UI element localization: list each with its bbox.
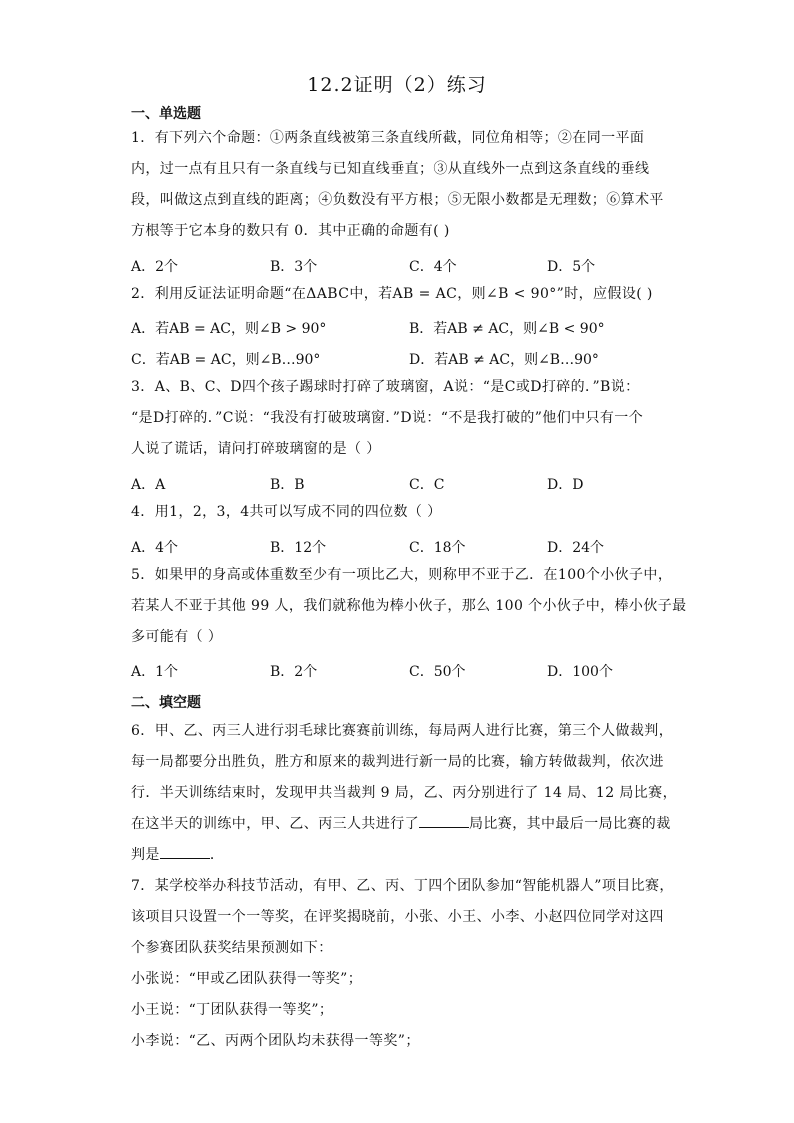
question-line: 若某人不亚于其他 99 人，我们就称他为棒小伙子，那么 100 个小伙子中，棒小伙子最	[131, 598, 687, 614]
option-a: A．1个	[131, 664, 179, 680]
question-line: 每一局都要分出胜负，胜方和原来的裁判进行新一局的比赛，输方转做裁判，依次进	[131, 754, 664, 770]
page-title: 12.2证明（2）练习	[307, 74, 487, 96]
question-line: 多可能有（ ）	[131, 629, 223, 645]
option-c: C．4个	[409, 259, 457, 275]
option-c: C．50个	[409, 664, 466, 680]
question-1	[131, 123, 671, 247]
option-a: A．若AB = AC，则∠B > 90°	[131, 321, 327, 337]
option-a: A．2个	[131, 259, 179, 275]
question-2-options-row-1	[131, 318, 671, 340]
option-d: D．D	[547, 477, 584, 493]
question-line: 段，叫做这点到直线的距离；④负数没有平方根；⑤无限小数都是无理数；⑥算术平	[131, 192, 664, 208]
option-b: B．12个	[270, 540, 327, 556]
question-line: 2．利用反证法证明命题“在ΔABC中，若AB = AC，则∠B < 90°”时，应假设( )	[131, 286, 653, 302]
option-a: A．4个	[131, 540, 179, 556]
question-line: 4．用1，2，3，4共可以写成不同的四位数（ ）	[131, 504, 442, 520]
line-text: 在这半天的训练中，甲、乙、丙三人共进行了	[131, 816, 419, 832]
question-line: 6．甲、乙、丙三人进行羽毛球比赛赛前训练，每局两人进行比赛，第三个人做裁判，	[131, 723, 674, 739]
option-c: C．C	[409, 477, 445, 493]
option-d: D．100个	[547, 664, 613, 680]
option-b: B．3个	[270, 259, 318, 275]
question-2	[131, 279, 671, 310]
question-line: 人说了谎话，请问打碎玻璃窗的是（ ）	[131, 441, 381, 457]
option-d: D．24个	[547, 540, 605, 556]
question-5-options	[131, 661, 671, 683]
option-b: B．2个	[270, 664, 318, 680]
question-6	[131, 716, 677, 871]
option-c: C．若AB = AC，则∠B…90°	[131, 352, 321, 368]
question-line: 行．半天训练结束时，发现甲共当裁判 9 局，乙、丙分别进行了 14 局、12 局比赛，	[131, 785, 677, 801]
option-b: B．B	[270, 477, 305, 493]
question-4-options	[131, 537, 671, 559]
question-line: “是D打碎的．”C说：“我没有打破玻璃窗．”D说：“不是我打破的”他们中只有一个	[131, 410, 644, 426]
question-3	[131, 372, 671, 465]
question-1-options	[131, 256, 671, 278]
question-line: 小王说：“丁团队获得一等奖”；	[131, 1002, 334, 1018]
section-heading-fill-in: 二、填空题	[131, 695, 201, 711]
question-line	[131, 809, 671, 840]
question-line: 小张说：“甲或乙团队获得一等奖”；	[131, 971, 363, 987]
line-text: ．	[209, 847, 225, 863]
answer-blank[interactable]	[160, 844, 210, 859]
question-5	[131, 560, 687, 653]
question-line: 5．如果甲的身高或体重数至少有一项比乙大，则称甲不亚于乙．在100个小伙子中，	[131, 567, 673, 583]
option-c: C．18个	[409, 540, 466, 556]
question-7	[131, 871, 674, 1057]
option-d: D．5个	[547, 259, 596, 275]
question-4	[131, 497, 671, 528]
option-a: A．A	[131, 477, 166, 493]
option-b: B．若AB ≠ AC，则∠B < 90°	[409, 321, 605, 337]
answer-blank[interactable]	[419, 813, 469, 828]
question-line	[131, 840, 671, 871]
question-line: 1．有下列六个命题：①两条直线被第三条直线所截，同位角相等；②在同一平面	[131, 130, 645, 146]
question-line: 小李说：“乙、丙两个团队均未获得一等奖”；	[131, 1033, 420, 1049]
question-2-options-row-2	[131, 349, 671, 371]
question-line: 内，过一点有且只有一条直线与已知直线垂直；③从直线外一点到这条直线的垂线	[131, 161, 650, 177]
question-line: 7．某学校举办科技节活动，有甲、乙、丙、丁四个团队参加“智能机器人”项目比赛，	[131, 878, 674, 894]
question-line: 方根等于它本身的数只有 0．其中正确的命题有( )	[131, 223, 450, 239]
question-line: 个参赛团队获奖结果预测如下：	[131, 940, 333, 956]
question-3-options	[131, 474, 671, 496]
line-text: 判是	[131, 847, 160, 863]
section-heading-single-choice: 一、单选题	[131, 106, 201, 122]
option-d: D．若AB ≠ AC，则∠B…90°	[409, 352, 599, 368]
question-line: 该项目只设置一个一等奖，在评奖揭晓前，小张、小王、小李、小赵四位同学对这四	[131, 909, 664, 925]
line-text: 局比赛，其中最后一局比赛的裁	[469, 816, 671, 832]
question-line: 3．A、B、C、D四个孩子踢球时打碎了玻璃窗，A说：“是C或D打碎的．”B说：	[131, 379, 640, 395]
